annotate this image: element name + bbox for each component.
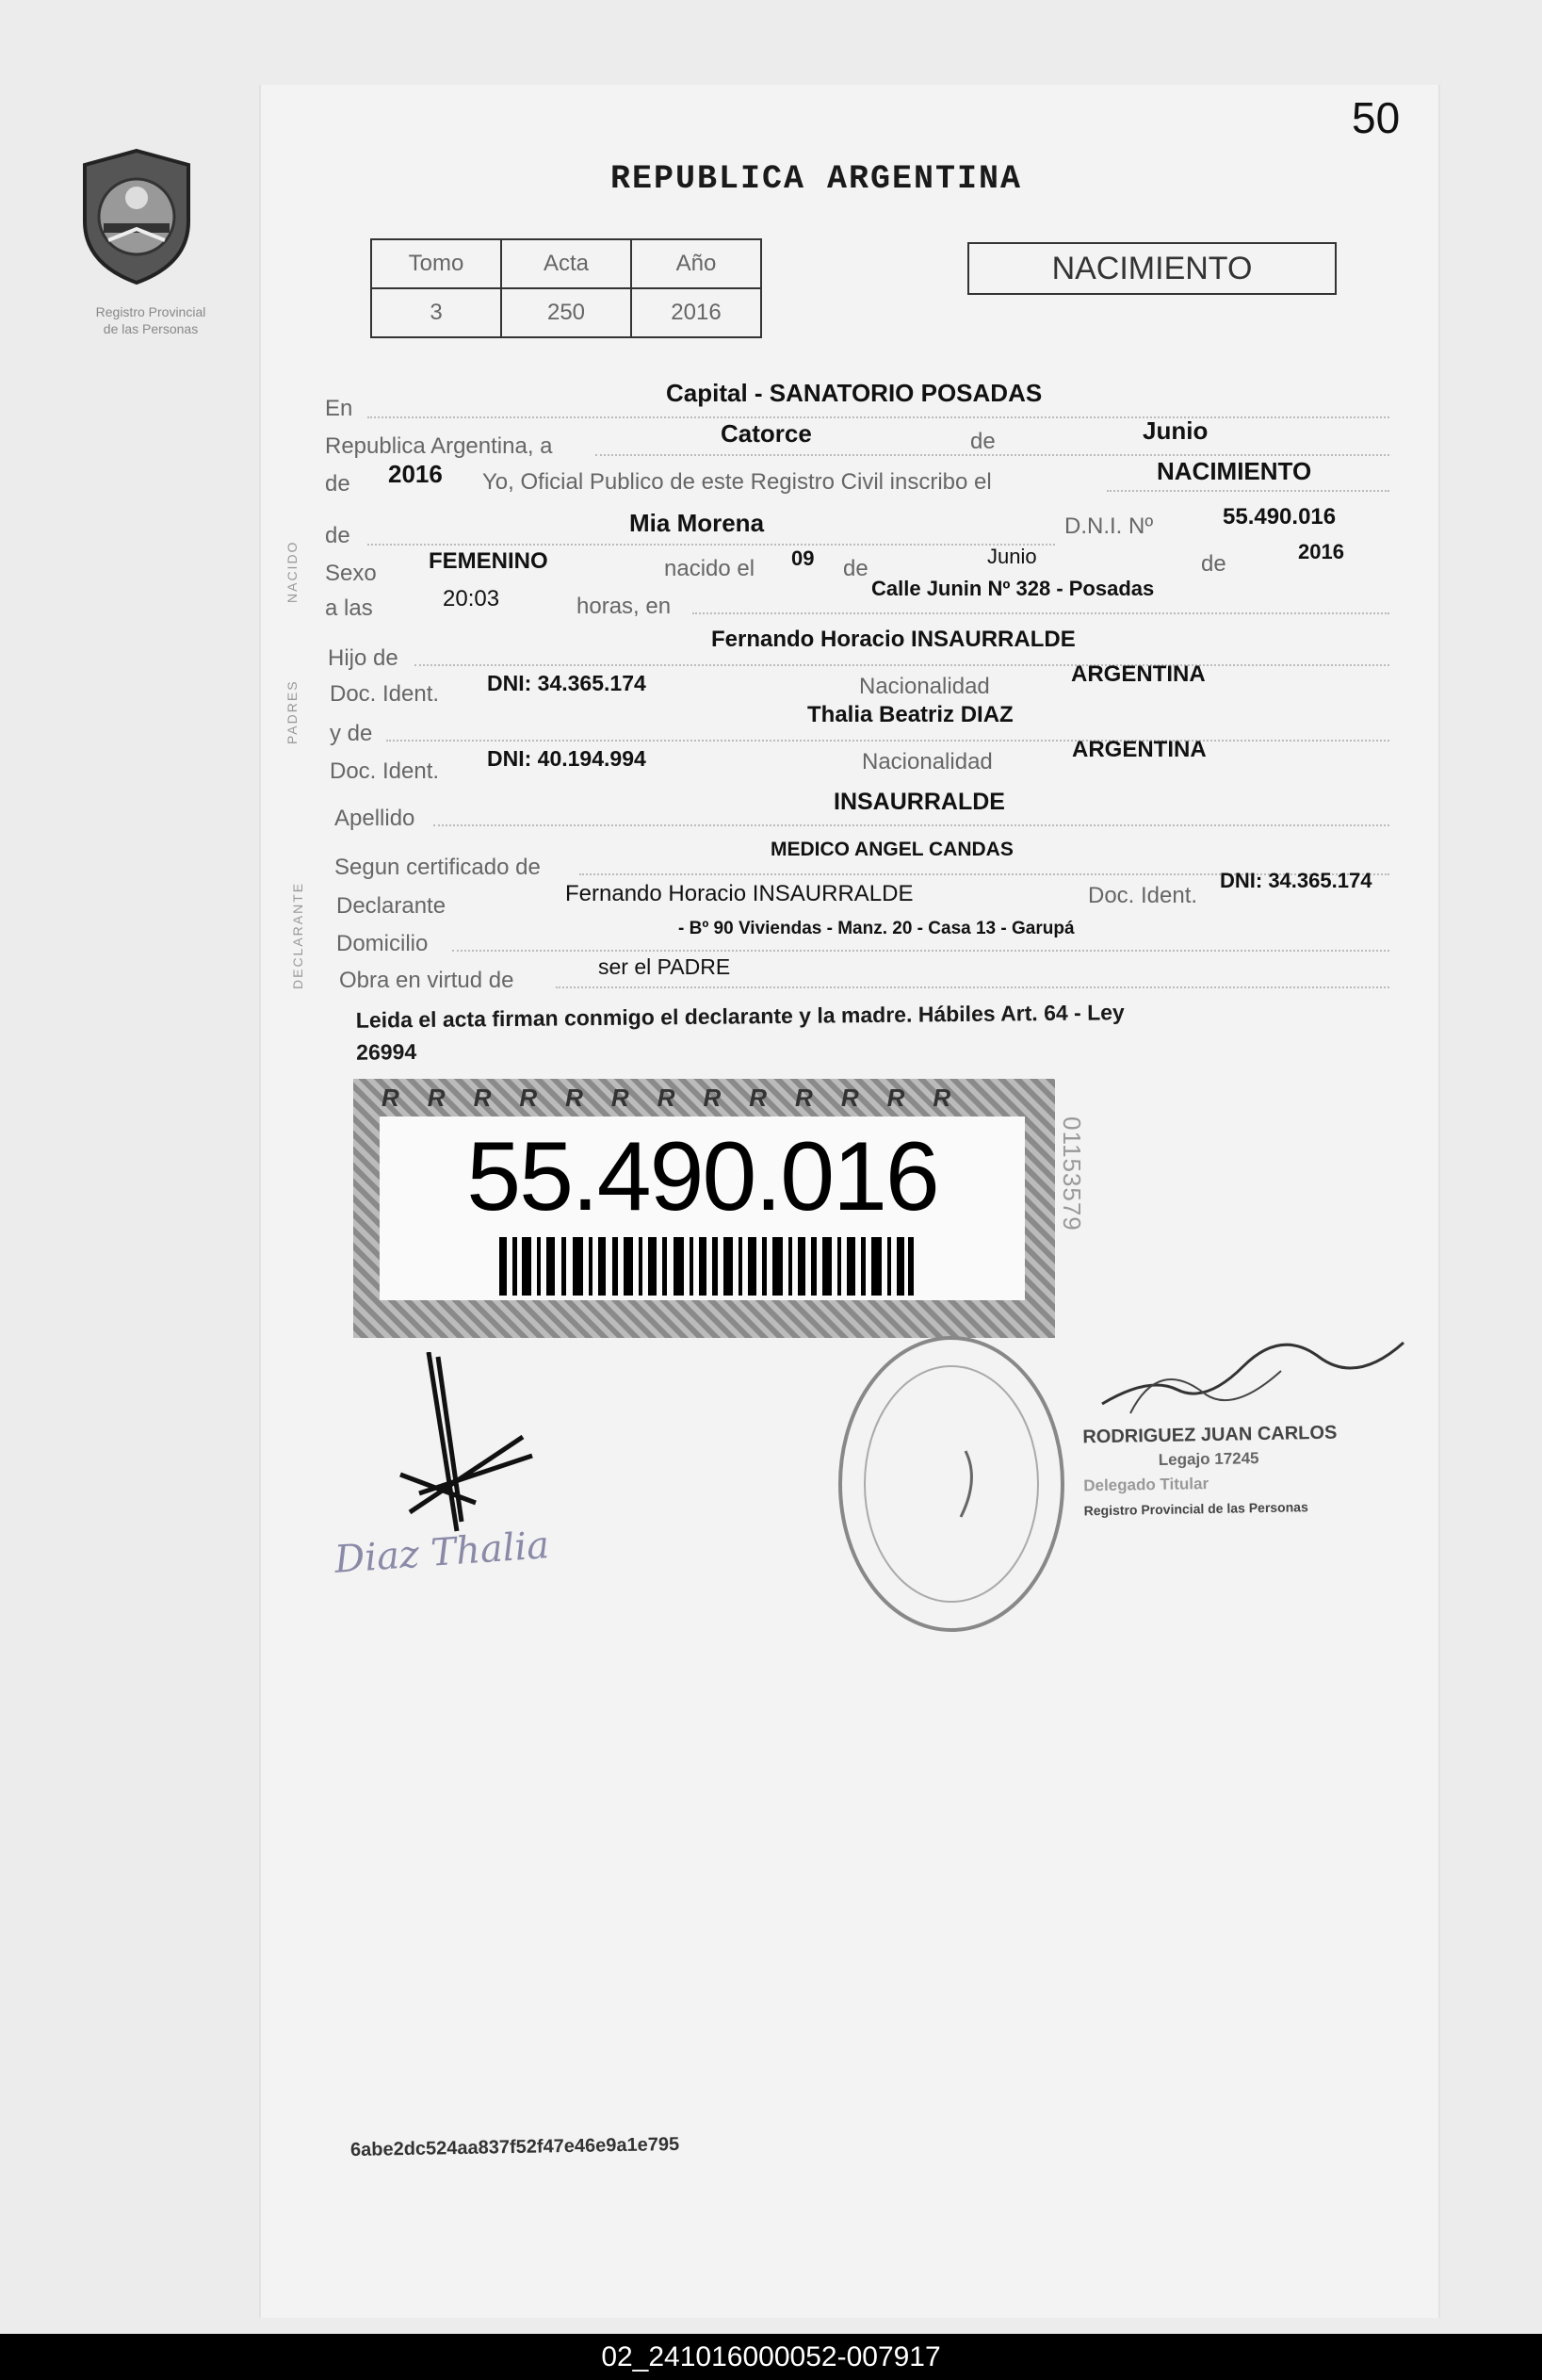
declarant-signature	[391, 1352, 542, 1540]
certificado-value: MEDICO ANGEL CANDAS	[771, 839, 1014, 860]
footer-id: 02_241016000052-007917	[0, 2334, 1542, 2380]
mes-value: Junio	[1143, 416, 1209, 445]
side-label-declarante: DECLARANTE	[290, 881, 305, 989]
de3-label: de	[325, 523, 350, 548]
padre-value: Fernando Horacio INSAURRALDE	[711, 627, 1076, 652]
round-stamp-icon	[829, 1329, 1074, 1639]
sticker-letter: R	[886, 1084, 933, 1112]
header-tomo: Tomo	[371, 239, 501, 288]
de-label: de	[970, 429, 996, 454]
hijo-label: Hijo de	[328, 645, 398, 671]
nombre-value: Mia Morena	[629, 509, 765, 537]
official-office: Registro Provincial de las Personas	[1083, 1499, 1308, 1519]
sticker-pattern-row	[381, 1084, 1041, 1112]
de4-label: de	[843, 556, 868, 581]
sticker-letter: R	[657, 1084, 704, 1112]
value-tomo: 3	[371, 288, 501, 337]
sticker-serial: 01153579	[1058, 1117, 1086, 1231]
official-legajo: Legajo 17245	[1158, 1449, 1259, 1469]
barcode-bars-icon	[499, 1237, 914, 1296]
document-hash: 6abe2dc524aa837f52f47e46e9a1e795	[349, 2133, 680, 2161]
horas-label: horas, en	[576, 594, 672, 619]
page-number: 50	[1352, 93, 1401, 142]
barcode-label	[380, 1117, 1025, 1300]
dia-value: Catorce	[721, 419, 812, 448]
official-role: Delegado Titular	[1083, 1475, 1209, 1495]
nacido-label: nacido el	[664, 556, 755, 581]
sticker-letter: R	[519, 1084, 566, 1112]
apellido-value: INSAURRALDE	[834, 789, 1005, 815]
nacionalidad-label: Nacionalidad	[859, 674, 990, 699]
barcode-number: 55.490.016	[466, 1122, 938, 1231]
sticker-letter: R	[565, 1084, 611, 1112]
acto-value: NACIMIENTO	[1157, 457, 1312, 485]
sticker-letter: R	[933, 1084, 980, 1112]
obra-value: ser el PADRE	[598, 954, 731, 979]
de5-label: de	[1201, 551, 1226, 577]
record-type-box: NACIMIENTO	[967, 242, 1337, 295]
leida-text	[356, 993, 1384, 1068]
logo-caption-line2: de las Personas	[103, 321, 199, 336]
hora-value: 20:03	[443, 586, 500, 611]
sexo-value: FEMENINO	[429, 548, 548, 574]
side-label-padres: PADRES	[284, 679, 300, 744]
sticker-letter: R	[749, 1084, 796, 1112]
nacionalidad2-label: Nacionalidad	[862, 749, 993, 774]
signature-scribble-icon	[1093, 1338, 1413, 1423]
official-signature	[1093, 1338, 1413, 1423]
domicilio-value: - Bº 90 Viviendas - Manz. 20 - Casa 13 - Garupá	[678, 919, 1075, 938]
dni-value: 55.490.016	[1223, 504, 1337, 530]
padre-doc: DNI: 34.365.174	[487, 671, 646, 695]
seal-icon	[75, 146, 198, 287]
sticker-letter: R	[840, 1084, 887, 1112]
domicilio-label: Domicilio	[336, 931, 429, 956]
madre-doc: DNI: 40.194.994	[487, 746, 646, 771]
sticker-letter: R	[427, 1084, 474, 1112]
declarante-label: Declarante	[336, 893, 446, 919]
alas-label: a las	[325, 595, 373, 621]
declarante-doc: DNI: 34.365.174	[1220, 869, 1372, 892]
en-value: Capital - SANATORIO POSADAS	[666, 379, 1043, 407]
registry-table	[370, 238, 762, 338]
sexo-label: Sexo	[325, 561, 377, 586]
obra-label: Obra en virtud de	[339, 968, 514, 993]
sticker-letter: R	[795, 1084, 841, 1112]
official-name: RODRIGUEZ JUAN CARLOS	[1082, 1422, 1338, 1448]
logo-caption	[57, 303, 245, 337]
sticker-letter: R	[703, 1084, 750, 1112]
leida-text-line2: 26994	[356, 1039, 417, 1065]
madre-nacionalidad: ARGENTINA	[1072, 737, 1207, 762]
nacido-mes: Junio	[987, 545, 1037, 568]
lugar-value: Calle Junin Nº 328 - Posadas	[871, 577, 1155, 600]
leida-text-line1: Leida el acta firman conmigo el declarante y la madre. Hábiles Art. 64 - Ley	[355, 1000, 1125, 1033]
header-anio: Año	[631, 239, 761, 288]
declarante-value: Fernando Horacio INSAURRALDE	[565, 881, 914, 906]
declarant-signature-icon	[391, 1352, 542, 1540]
madre-value: Thalia Beatriz DIAZ	[807, 702, 1014, 727]
en-label: En	[325, 396, 353, 421]
side-label-nacido: NACIDO	[284, 540, 300, 603]
doc2-label: Doc. Ident.	[330, 758, 440, 784]
nacido-anio: 2016	[1298, 540, 1344, 563]
mother-signature-text: Diaz Thalia	[333, 1524, 551, 1582]
nacido-dia: 09	[791, 546, 815, 570]
republica-label: Republica Argentina, a	[325, 433, 553, 459]
value-anio: 2016	[631, 288, 761, 337]
padre-nacionalidad: ARGENTINA	[1071, 661, 1206, 687]
document-title: REPUBLICA ARGENTINA	[610, 160, 1023, 198]
apellido-label: Apellido	[334, 806, 415, 831]
anio-value: 2016	[388, 460, 443, 488]
official-stamp-text	[1082, 1421, 1339, 1524]
round-stamp	[829, 1329, 1074, 1639]
provincial-seal-logo	[75, 146, 198, 287]
barcode-sticker	[353, 1079, 1055, 1338]
sticker-letter: R	[381, 1084, 428, 1112]
oficial-text: Yo, Oficial Publico de este Registro Civil inscribo el	[482, 469, 992, 495]
sticker-letter: R	[610, 1084, 657, 1112]
dni-label: D.N.I. Nº	[1064, 513, 1154, 539]
yde-label: y de	[330, 721, 373, 746]
de2-label: de	[325, 471, 350, 497]
doc3-label: Doc. Ident.	[1088, 883, 1198, 908]
header-acta: Acta	[501, 239, 631, 288]
value-acta: 250	[501, 288, 631, 337]
sticker-letter: R	[473, 1084, 520, 1112]
certificado-label: Segun certificado de	[334, 855, 541, 880]
logo-caption-line1: Registro Provincial	[95, 304, 206, 319]
doc-label: Doc. Ident.	[330, 681, 440, 707]
